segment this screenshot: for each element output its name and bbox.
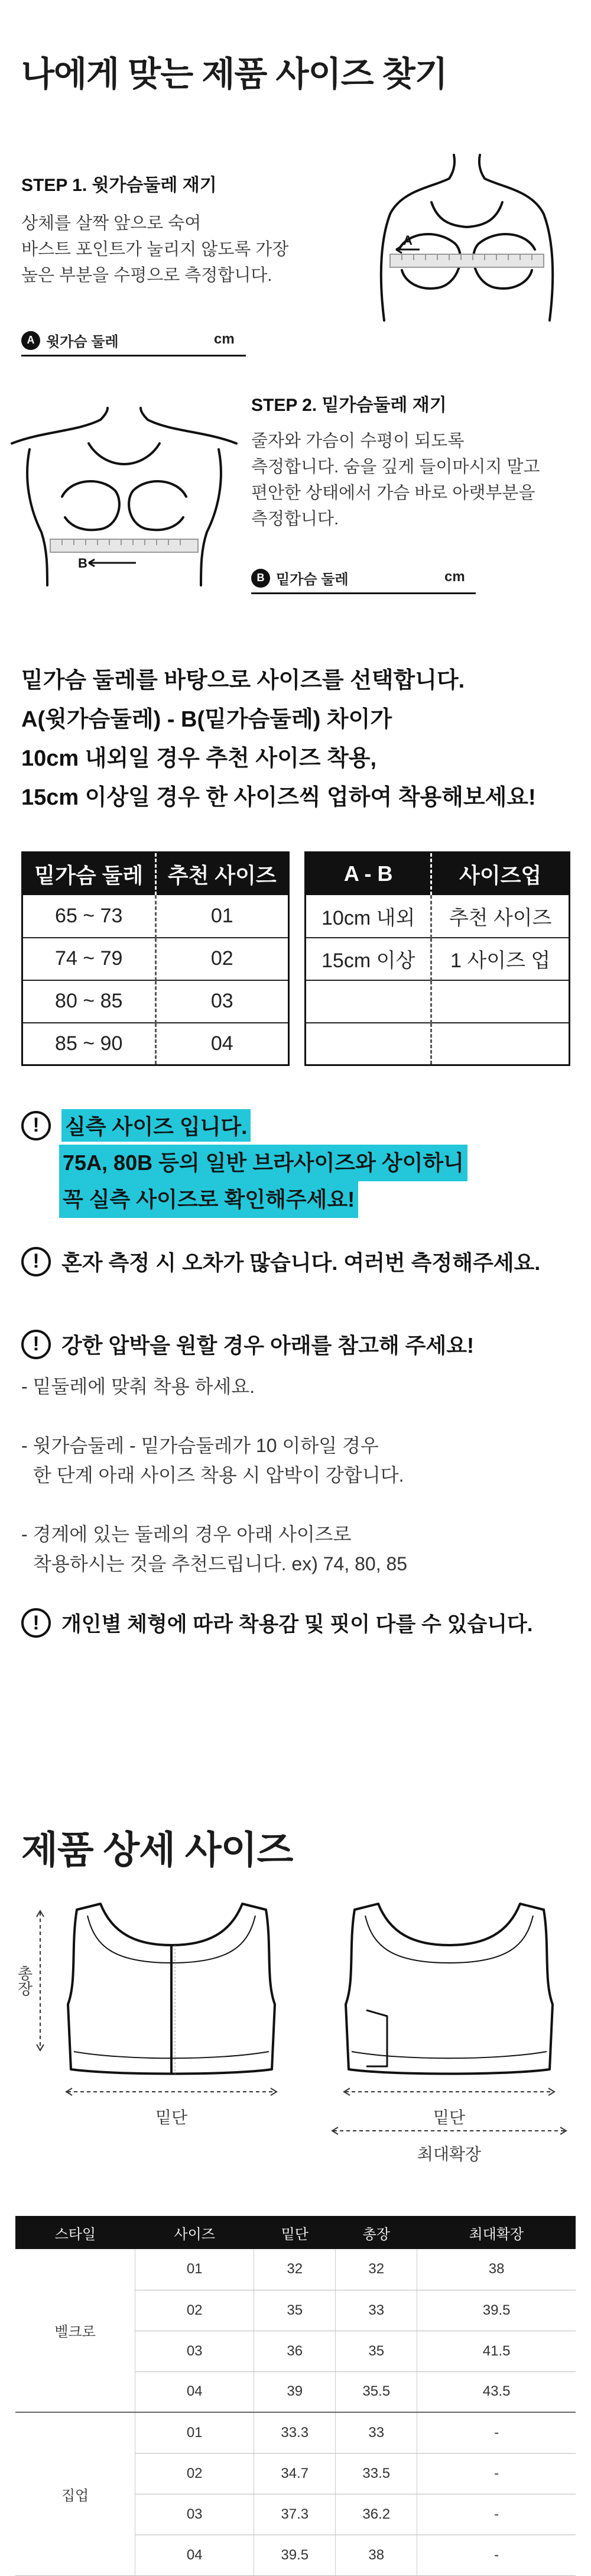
table-row (306, 1023, 570, 1065)
table-cell: 74 ~ 79 (22, 938, 156, 980)
table-row (306, 938, 570, 980)
table-cell: 65 ~ 73 (22, 895, 156, 938)
step2-input-line[interactable] (251, 592, 476, 594)
note-sub-item: - 경계에 있는 둘레의 경우 아래 사이즈로 (21, 1524, 352, 1545)
step2-measure-row (251, 568, 349, 588)
table-cell: 02 (135, 2290, 254, 2331)
table-cell: 34.7 (254, 2453, 336, 2494)
table-header: 총장 (336, 2216, 417, 2249)
table-row (15, 2249, 576, 2290)
note-sub-item: - 밑둘레에 맞춰 착용 하세요. (21, 1376, 255, 1397)
style-cell: 벨크로 (15, 2249, 135, 2412)
table-cell: 37.3 (254, 2494, 336, 2535)
total-length-label: 총장 (15, 1965, 33, 1996)
exclamation-icon: ! (21, 1330, 51, 1359)
table-cell: 01 (135, 2249, 254, 2290)
note-sub-list (21, 1372, 577, 1579)
step2-unit: cm (444, 569, 465, 585)
table-cell: 38 (336, 2535, 417, 2575)
table-cell: 39.5 (254, 2535, 336, 2575)
table-cell (306, 980, 431, 1023)
torso-lower-illustration (6, 408, 242, 585)
step1-unit: cm (214, 331, 235, 347)
table-cell: 03 (155, 980, 289, 1023)
table-cell: 80 ~ 85 (22, 980, 156, 1023)
step2-desc-line: 줄자와 가슴이 수평이 되도록 (251, 432, 465, 451)
intro-line: 밑가슴 둘레를 바탕으로 사이즈를 선택합니다. (21, 668, 465, 693)
table-cell (431, 980, 570, 1023)
table-cell: 04 (155, 1023, 289, 1065)
table-cell: - (417, 2535, 576, 2575)
step2-desc-line: 측정합니다. (251, 510, 339, 529)
note-measured-size-detail (59, 1145, 467, 1218)
table-cell (306, 1023, 431, 1065)
step1-desc (21, 210, 352, 289)
table-row (22, 1023, 289, 1065)
note-measured-size (21, 1109, 251, 1142)
table-cell: 02 (155, 938, 289, 980)
exclamation-icon: ! (21, 1608, 51, 1638)
table-cell: 33 (336, 2412, 417, 2453)
torso-upper-illustration (349, 155, 585, 326)
table-row (306, 895, 570, 938)
exclamation-icon: ! (21, 1247, 51, 1276)
step1-measure-label: 윗가슴 둘레 (46, 334, 119, 350)
note-text: 혼자 측정 시 오차가 많습니다. 여러번 측정해주세요. (61, 1250, 541, 1275)
svg-text:B: B (78, 556, 87, 571)
table-header: 최대확장 (417, 2216, 576, 2249)
bottom-width-arrow-2 (343, 2086, 556, 2098)
table-row (22, 980, 289, 1023)
size-selection-intro (21, 661, 583, 817)
size-recommend-table (21, 851, 290, 1066)
page-title: 나에게 맞는 제품 사이즈 찾기 (21, 55, 447, 93)
note-sub-item: - 윗가슴둘레 - 밑가슴둘레가 10 이하일 경우 (21, 1435, 379, 1456)
step2-measure-label: 밑가슴 둘레 (276, 572, 349, 588)
max-expand-arrow (331, 2125, 567, 2137)
svg-text:A: A (403, 233, 413, 248)
table-cell: - (417, 2412, 576, 2453)
bottom-width-arrow-1 (65, 2086, 278, 2098)
table-header: 밑단 (254, 2216, 336, 2249)
table-header: 밑가슴 둘레 (22, 853, 156, 895)
table-cell: 35 (336, 2331, 417, 2371)
table-cell: 32 (336, 2249, 417, 2290)
note-sub-item: 한 단계 아래 사이즈 착용 시 압박이 강합니다. (33, 1464, 404, 1486)
intro-line: 15cm 이상일 경우 한 사이즈씩 업하여 착용해보세요! (21, 785, 536, 810)
exclamation-icon: ! (21, 1111, 51, 1140)
table-header: 스타일 (15, 2216, 135, 2249)
table-header: 사이즈업 (431, 853, 570, 895)
step2-desc-line: 편안한 상태에서 가슴 바로 아랫부분을 (251, 484, 535, 503)
note-text: 개인별 체형에 따라 착용감 및 핏이 다를 수 있습니다. (61, 1613, 533, 1636)
step1-measure-row (21, 330, 119, 351)
table-header: A - B (306, 853, 431, 895)
table-cell: 03 (135, 2331, 254, 2371)
step1-input-line[interactable] (21, 355, 246, 357)
table-cell: 41.5 (417, 2331, 576, 2371)
table-cell: 38 (417, 2249, 576, 2290)
table-cell: 10cm 내외 (306, 895, 431, 938)
table-cell: 02 (135, 2453, 254, 2494)
badge-b: B (251, 569, 270, 588)
table-header: 사이즈 (135, 2216, 254, 2249)
note-fit-varies (21, 1608, 533, 1638)
note-measure-error (21, 1246, 540, 1276)
table-cell (431, 1023, 570, 1065)
table-header: 추천 사이즈 (155, 853, 289, 895)
table-cell: - (417, 2494, 576, 2535)
step2-desc (251, 428, 588, 532)
table-cell: - (417, 2453, 576, 2494)
velcro-top-illustration (331, 1898, 567, 2081)
table-cell: 04 (135, 2371, 254, 2412)
table-cell: 01 (135, 2412, 254, 2453)
max-expand-label: 최대확장 (417, 2145, 482, 2163)
table-cell: 36.2 (336, 2494, 417, 2535)
bottom-width-label-1: 밑단 (155, 2108, 188, 2127)
table-cell: 03 (135, 2494, 254, 2535)
table-cell: 43.5 (417, 2371, 576, 2412)
style-cell: 집업 (15, 2412, 135, 2575)
table-cell: 15cm 이상 (306, 938, 431, 980)
table-cell: 85 ~ 90 (22, 1023, 156, 1065)
note-strong-compression (21, 1329, 474, 1359)
step2-title: STEP 2. 밑가슴둘레 재기 (251, 396, 447, 415)
step1-desc-line: 상체를 살짝 앞으로 숙여 (21, 214, 202, 233)
highlight-text: 75A, 80B 등의 일반 브라사이즈와 상이하니 (59, 1145, 467, 1181)
step2-desc-line: 측정합니다. 숨을 깊게 들이마시지 말고 (251, 458, 540, 477)
table-cell: 33.5 (336, 2453, 417, 2494)
table-cell: 36 (254, 2331, 336, 2371)
table-cell: 39.5 (417, 2290, 576, 2331)
detail-size-title: 제품 상세 사이즈 (21, 1829, 293, 1871)
table-cell: 01 (155, 895, 289, 938)
table-cell: 35.5 (336, 2371, 417, 2412)
step1-desc-line: 높은 부분을 수평으로 측정합니다. (21, 266, 272, 285)
table-row (22, 895, 289, 938)
table-cell: 32 (254, 2249, 336, 2290)
intro-line: A(윗가슴둘레) - B(밑가슴둘레) 차이가 (21, 707, 392, 732)
size-up-table (304, 851, 570, 1066)
note-sub-item: 착용하시는 것을 추천드립니다. ex) 74, 80, 85 (33, 1553, 408, 1574)
table-row (15, 2412, 576, 2453)
step1-desc-line: 바스트 포인트가 눌리지 않도록 가장 (21, 240, 289, 259)
highlight-text: 실측 사이즈 입니다. (61, 1109, 251, 1142)
table-row (306, 980, 570, 1023)
step1-title: STEP 1. 윗가슴둘레 재기 (21, 176, 217, 195)
table-cell: 39 (254, 2371, 336, 2412)
table-row (22, 938, 289, 980)
note-text: 강한 압박을 원할 경우 아래를 참고해 주세요! (61, 1333, 474, 1357)
detail-size-table (15, 2216, 576, 2576)
table-cell: 04 (135, 2535, 254, 2575)
zipup-top-illustration (53, 1898, 290, 2081)
total-length-arrow (34, 1910, 46, 2052)
highlight-text: 꼭 실측 사이즈로 확인해주세요! (59, 1181, 358, 1218)
bottom-width-label-2: 밑단 (433, 2108, 466, 2127)
table-cell: 추천 사이즈 (431, 895, 570, 938)
table-cell: 33.3 (254, 2412, 336, 2453)
intro-line: 10cm 내외일 경우 추천 사이즈 착용, (21, 746, 377, 771)
badge-a: A (21, 331, 40, 350)
table-cell: 1 사이즈 업 (431, 938, 570, 980)
table-cell: 35 (254, 2290, 336, 2331)
table-cell: 33 (336, 2290, 417, 2331)
